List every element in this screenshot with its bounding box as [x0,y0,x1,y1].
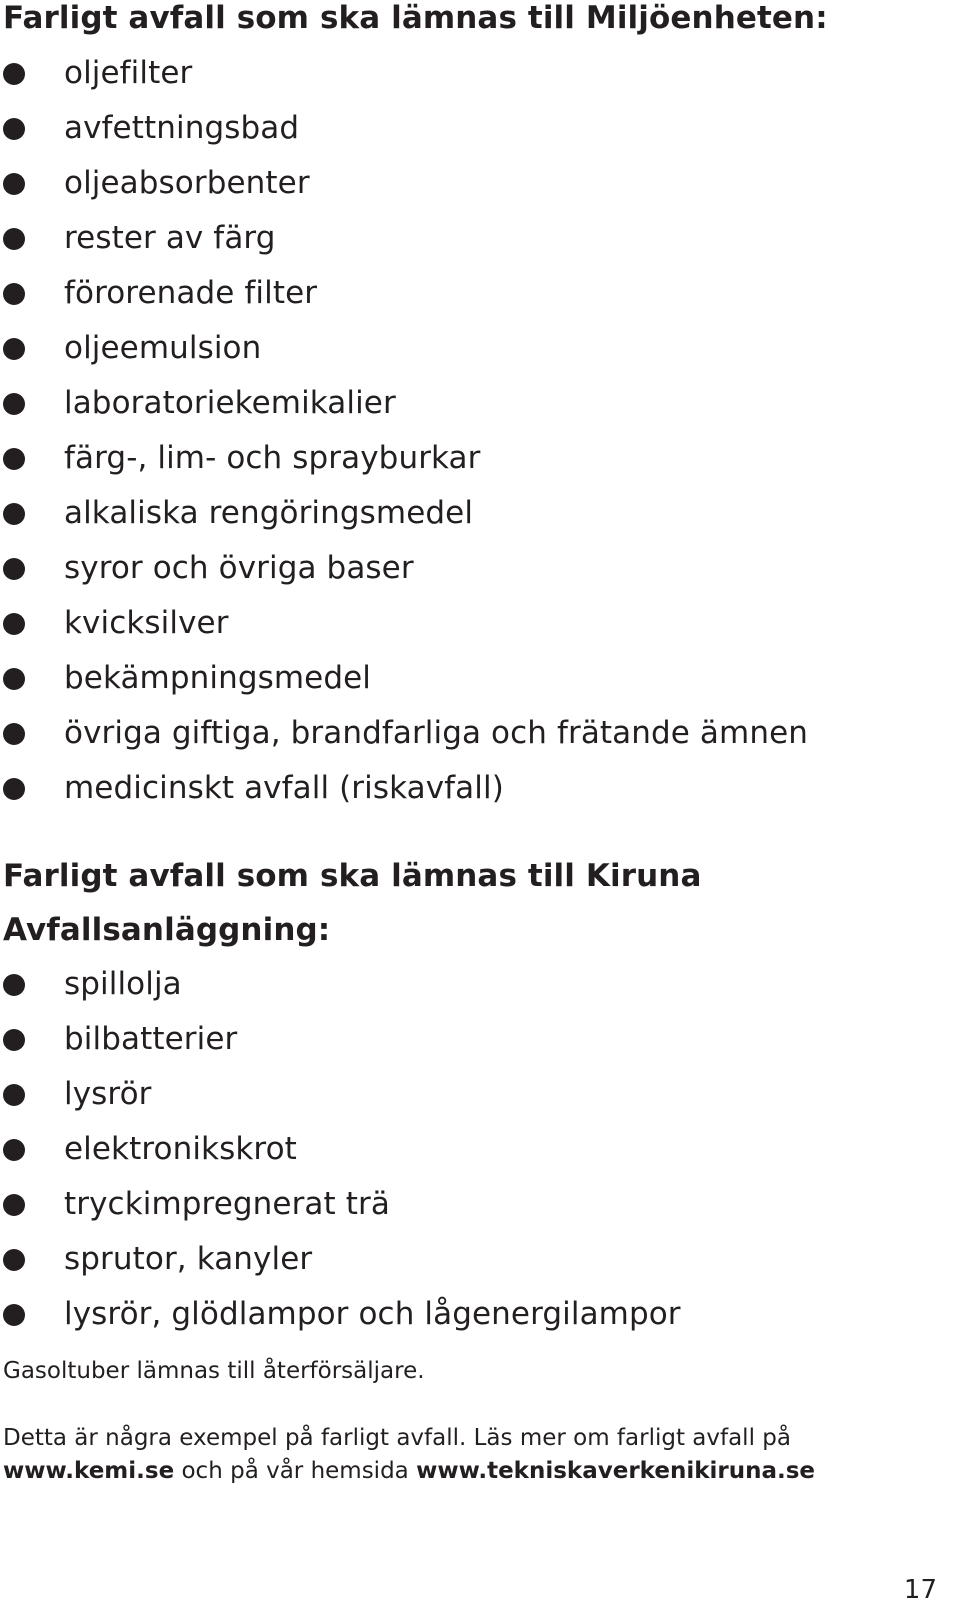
bullet-icon [3,1249,25,1271]
list-item-text: medicinskt avfall (riskavfall) [64,770,504,806]
list-item-text: bilbatterier [64,1021,238,1057]
bullet-icon [3,613,25,635]
list-item-text: lysrör [64,1076,152,1112]
bullet-icon [3,283,25,305]
info-note-connector: och på vår hemsida [174,1458,417,1484]
bullet-icon [3,173,25,195]
list-item-text: kvicksilver [64,605,229,641]
section-heading-miljoenheten: Farligt avfall som ska lämnas till Miljöenheten: [3,0,828,36]
bullet-icon [3,1084,25,1106]
bullet-icon [3,558,25,580]
list-item-text: avfettningsbad [64,110,300,146]
list-item-text: oljeabsorbenter [64,165,310,201]
gas-tube-note: Gasoltuber lämnas till återförsäljare. [3,1358,425,1384]
list-item-text: syror och övriga baser [64,550,414,586]
bullet-icon [3,1304,25,1326]
bullet-icon [3,63,25,85]
bullet-icon [3,393,25,415]
bullet-icon [3,778,25,800]
bullet-icon [3,723,25,745]
list-item-text: bekämpningsmedel [64,660,371,696]
list-item-text: elektronikskrot [64,1131,297,1167]
bullet-icon [3,1029,25,1051]
list-item-text: alkaliska rengöringsmedel [64,495,474,531]
bullet-icon [3,668,25,690]
list-item-text: övriga giftiga, brandfarliga och frätande ämnen [64,715,808,751]
list-item-text: förorenade filter [64,275,318,311]
info-note-line1: Detta är några exempel på farligt avfall. Läs mer om farligt avfall på [3,1425,791,1451]
list-item-text: spillolja [64,966,182,1002]
list-item-text: tryckimpregnerat trä [64,1186,390,1222]
section-heading-kiruna-line2: Avfallsanläggning: [3,912,331,948]
page-number: 17 [903,1575,937,1605]
list-item-text: oljeemulsion [64,330,262,366]
bullet-icon [3,338,25,360]
list-item-text: rester av färg [64,220,276,256]
list-item-text: oljefilter [64,55,193,91]
list-item-text: laboratoriekemikalier [64,385,396,421]
list-item-text: sprutor, kanyler [64,1241,313,1277]
list-item-text: lysrör, glödlampor och lågenergilampor [64,1296,681,1332]
bullet-icon [3,1139,25,1161]
section-heading-kiruna-line1: Farligt avfall som ska lämnas till Kiruna [3,858,702,894]
bullet-icon [3,974,25,996]
bullet-icon [3,1194,25,1216]
list-item-text: färg-, lim- och sprayburkar [64,440,481,476]
bullet-icon [3,448,25,470]
bullet-icon [3,228,25,250]
bullet-icon [3,118,25,140]
info-note-line2 [3,1455,815,1488]
tekniska-verken-link[interactable]: www.tekniskaverkenikiruna.se [416,1458,816,1484]
bullet-icon [3,503,25,525]
kemi-link[interactable]: www.kemi.se [3,1458,175,1484]
